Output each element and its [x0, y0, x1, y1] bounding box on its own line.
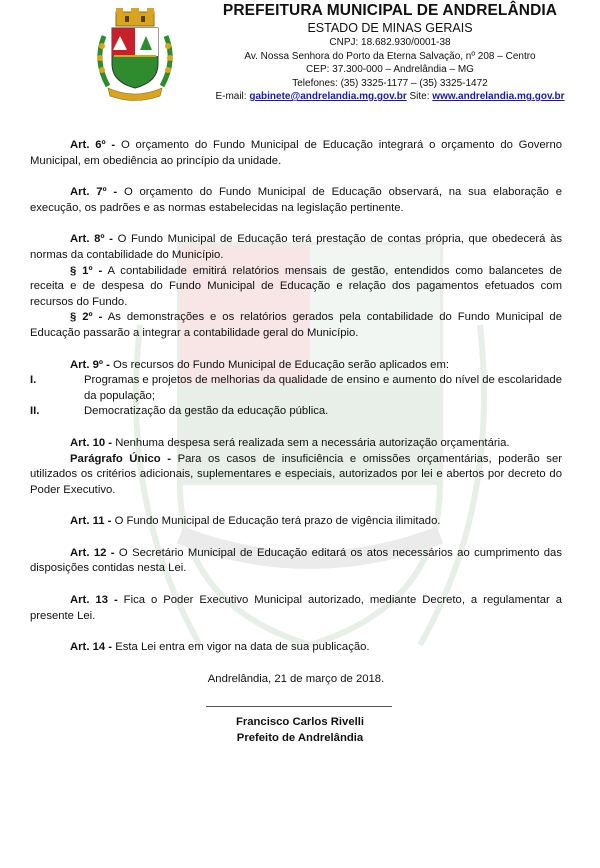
- article-6: Art. 6º - O orçamento do Fundo Municipal de Educação integrará o orçamento do Governo Municipal, em obediência ao princípio da unidade.: [30, 139, 563, 167]
- signatory-name: Francisco Carlos Rivelli: [235, 716, 365, 728]
- article-9-item-ii: II. Democratização da gestão da educação pública.: [30, 405, 329, 418]
- site-label: Site:: [409, 91, 430, 102]
- letterhead: [180, 2, 600, 104]
- letterhead-phones: Telefones: (35) 3325-1177 – (35) 3325-1472: [292, 77, 488, 89]
- signature-line: [206, 706, 392, 707]
- article-8-paragraph-2: § 2º - As demonstrações e os relatórios gerados pela contabilidade do Fundo Municipal de Educação passarão a integrar a contabilidade geral do Município.: [30, 311, 562, 339]
- article-9: Art. 9º - Os recursos do Fundo Municipal de Educação serão aplicados em:: [70, 358, 449, 371]
- letterhead-title: PREFEITURA MUNICIPAL DE ANDRELÂNDIA: [222, 2, 558, 19]
- article-8-paragraph-1: § 1º - A contabilidade emitirá relatórios mensais de gestão, entendidos como balancetes de receita e de despesa do Fundo Municipal de Educação e relação dos pagamentos efetuados com recursos do Fundo.: [30, 264, 563, 308]
- article-13: Art. 13 - Fica o Poder Executivo Municipal autorizado, mediante Decreto, a regulamentar a presente Lei.: [30, 594, 562, 622]
- article-10-sole-paragraph: Parágrafo Único - Para os casos de insuficiência e omissões orçamentárias, poderão ser utilizados os critérios adicionais, suplementares e especiais, autorizados por lei e abertos por decreto do Poder Executivo.: [30, 452, 562, 496]
- article-12: Art. 12 - O Secretário Municipal de Educação editará os atos necessários ao cumprimento das disposições contidas nesta Lei.: [30, 546, 562, 575]
- law-body: [30, 138, 562, 687]
- article-14: Art. 14 - Esta Lei entra em vigor na data de sua publicação.: [70, 641, 370, 654]
- coat-of-arms-icon: [90, 6, 180, 102]
- place-date: Andrelândia, 21 de março de 2018.: [207, 672, 385, 685]
- article-9-item-i: I. Programas e projetos de melhorias da qualidade de ensino e aumento do nível de escolaridade da população;: [30, 374, 562, 402]
- letterhead-contact: [180, 90, 600, 104]
- letterhead-address: Av. Nossa Senhora do Porto da Eterna Salvação, nº 208 – Centro: [244, 50, 536, 62]
- signatory-role: Prefeito de Andrelândia: [236, 731, 364, 744]
- site-link[interactable]: www.andrelandia.mg.gov.br: [432, 91, 565, 102]
- article-7: Art. 7º - O orçamento do Fundo Municipal de Educação observará, na sua elaboração e execução, os padrões e as normas estabelecidas na legislação pertinente.: [30, 186, 562, 214]
- article-10: Art. 10 - Nenhuma despesa será realizada sem a necessária autorização orçamentária.: [70, 436, 510, 449]
- signature-block: [150, 715, 450, 746]
- article-11: Art. 11 - O Fundo Municipal de Educação terá prazo de vigência ilimitado.: [70, 515, 441, 528]
- email-label: E-mail:: [215, 91, 247, 102]
- letterhead-cnpj: CNPJ: 18.682.930/0001-38: [329, 37, 451, 48]
- article-8: Art. 8º - O Fundo Municipal de Educação terá prestação de contas própria, que obedecerá às normas da contabilidade do Município.: [30, 233, 563, 261]
- letterhead-state: ESTADO DE MINAS GERAIS: [307, 21, 473, 35]
- email-link[interactable]: gabinete@andrelandia.mg.gov.br: [249, 91, 407, 102]
- letterhead-cep: CEP: 37.300-000 – Andrelândia – MG: [306, 64, 474, 75]
